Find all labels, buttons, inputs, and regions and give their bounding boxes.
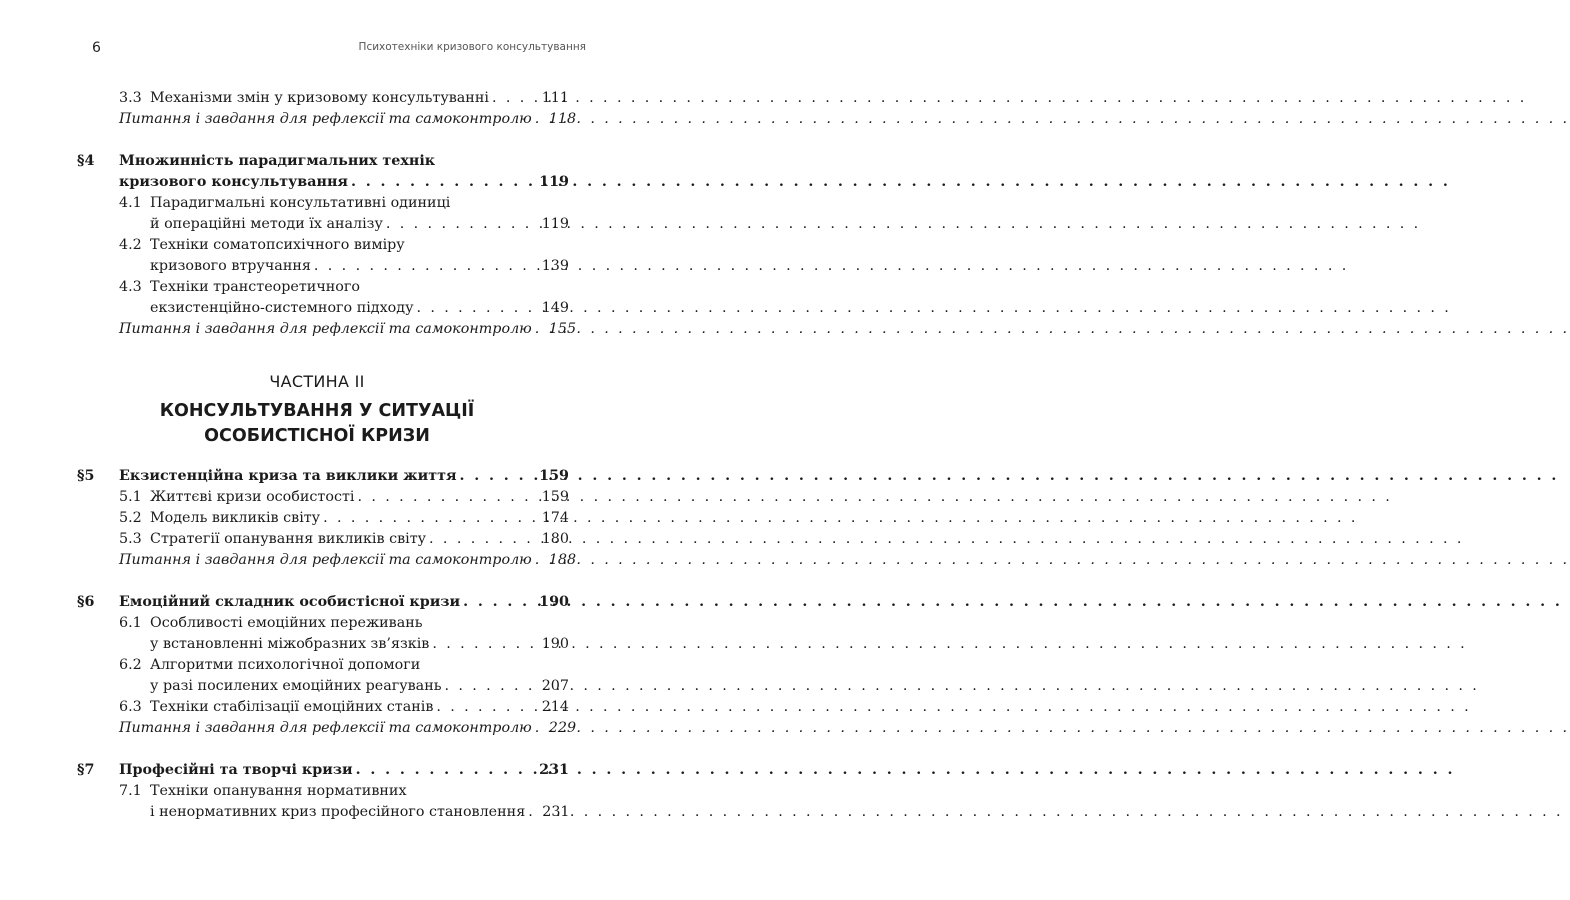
- toc-item-7-1[interactable]: [0, 780, 634, 802]
- section-number: §6: [77, 594, 95, 610]
- page-ref: 118: [548, 111, 577, 127]
- item-number: 4.1: [119, 195, 142, 211]
- toc-questions-s4[interactable]: [0, 318, 634, 340]
- page-ref: 149: [541, 300, 569, 316]
- toc-item-6-2[interactable]: [0, 654, 634, 676]
- item-title-line2: екзистенційно-системного підходу: [150, 300, 414, 316]
- section-number: §4: [77, 153, 95, 169]
- section-title: Професійні та творчі кризи: [119, 762, 353, 778]
- toc-item-3-3[interactable]: [0, 87, 634, 109]
- page-ref: 111: [541, 90, 569, 106]
- section-title: Емоційний складник особистісної кризи: [119, 594, 461, 610]
- dot-leader: [535, 717, 545, 739]
- toc-section-5[interactable]: [0, 465, 634, 487]
- item-title-line2: у встановленні міжобразних зв’язків: [150, 636, 430, 652]
- page-ref: 180: [541, 531, 569, 547]
- dot-leader: [386, 213, 538, 235]
- dot-leader: [417, 297, 538, 319]
- dot-leader: [463, 591, 535, 613]
- running-header: [0, 40, 634, 60]
- item-title: Питання і завдання для рефлексії та самоконтролю: [119, 111, 532, 127]
- item-title-line1: Особливості емоційних переживань: [150, 615, 423, 631]
- dot-leader: [535, 318, 545, 340]
- item-number: 5.3: [119, 531, 142, 547]
- item-title: Питання і завдання для рефлексії та самоконтролю: [119, 552, 532, 568]
- toc-item-4-2[interactable]: [0, 234, 634, 256]
- toc-section-4-cont[interactable]: [0, 171, 634, 193]
- toc-item-4-3-cont[interactable]: [0, 297, 634, 319]
- page-ref: 207: [541, 678, 569, 694]
- toc-item-6-1[interactable]: [0, 612, 634, 634]
- dot-leader: [314, 255, 538, 277]
- toc-item-7-1-cont[interactable]: [0, 801, 634, 823]
- item-title-line1: Техніки опанування нормативних: [150, 783, 407, 799]
- item-title: Життєві кризи особистості: [150, 489, 355, 505]
- section-title: Екзистенційна криза та виклики життя: [119, 468, 457, 484]
- item-number: 4.2: [119, 237, 142, 253]
- toc-item-5-2[interactable]: [0, 507, 634, 529]
- toc-item-5-3[interactable]: [0, 528, 634, 550]
- dot-leader: [445, 675, 538, 697]
- page-ref: 119: [541, 216, 569, 232]
- item-title-line2: кризового втручання: [150, 258, 311, 274]
- page-ref: 231: [542, 804, 570, 820]
- item-title: Питання і завдання для рефлексії та самоконтролю: [119, 720, 532, 736]
- page-ref: 214: [541, 699, 569, 715]
- dot-leader: [432, 633, 537, 655]
- toc-item-4-2-cont[interactable]: [0, 255, 634, 277]
- toc-questions-s3[interactable]: [0, 108, 634, 130]
- page-ref: 139: [541, 258, 569, 274]
- dot-leader: [528, 801, 538, 823]
- item-number: 7.1: [119, 783, 142, 799]
- item-title: Стратегії опанування викликів світу: [150, 531, 427, 547]
- item-title: Питання і завдання для рефлексії та самоконтролю: [119, 321, 532, 337]
- item-title-line1: Алгоритми психологічної допомоги: [150, 657, 421, 673]
- dot-leader: [357, 486, 537, 508]
- dot-leader: [436, 696, 537, 718]
- item-number: 5.1: [119, 489, 142, 505]
- section-number: §5: [77, 468, 95, 484]
- toc-item-6-3[interactable]: [0, 696, 634, 718]
- item-title-line1: Парадигмальні консультативні одиниці: [150, 195, 451, 211]
- part-title-line2: ОСОБИСТІСНОЇ КРИЗИ: [204, 426, 430, 446]
- toc-item-5-1[interactable]: [0, 486, 634, 508]
- page-ref: 190: [541, 636, 569, 652]
- toc-item-6-1-cont[interactable]: [0, 633, 634, 655]
- item-number: 5.2: [119, 510, 142, 526]
- page-ref: 229: [548, 720, 577, 736]
- dot-leader: [460, 465, 536, 487]
- part-label: ЧАСТИНА ІІ: [269, 372, 365, 391]
- dot-leader: [492, 87, 538, 109]
- dot-leader: [535, 549, 545, 571]
- page-ref: 188: [548, 552, 577, 568]
- section-number: §7: [77, 762, 95, 778]
- item-title-line2: і ненормативних криз професійного становлення: [150, 804, 526, 820]
- dot-leader: [429, 528, 538, 550]
- section-title-line1: Множинність парадигмальних технік: [119, 153, 436, 169]
- item-number: 4.3: [119, 279, 142, 295]
- page-ref: 119: [539, 174, 569, 190]
- toc-section-6[interactable]: [0, 591, 634, 613]
- page-ref: 174: [541, 510, 569, 526]
- page-number: 6: [92, 40, 101, 56]
- item-title: Механізми змін у кризовому консультуванні: [150, 90, 489, 106]
- running-title: Психотехніки кризового консультування: [358, 41, 586, 53]
- toc-item-4-1[interactable]: [0, 192, 634, 214]
- toc-item-4-3[interactable]: [0, 276, 634, 298]
- item-number: 3.3: [119, 90, 142, 106]
- item-title: Техніки стабілізації емоційних станів: [150, 699, 434, 715]
- item-title-line1: Техніки транстеоретичного: [150, 279, 361, 295]
- toc-section-7[interactable]: [0, 759, 634, 781]
- part-title-line1: КОНСУЛЬТУВАННЯ У СИТУАЦІЇ: [159, 401, 475, 421]
- page-ref: 231: [539, 762, 569, 778]
- item-number: 6.2: [119, 657, 142, 673]
- page-ref: 190: [539, 594, 569, 610]
- page-ref: 159: [539, 468, 569, 484]
- item-title-line2: й операційні методи їх аналізу: [150, 216, 383, 232]
- item-title: Модель викликів світу: [150, 510, 321, 526]
- item-title-line1: Техніки соматопсихічного виміру: [150, 237, 405, 253]
- dot-leader: [535, 108, 545, 130]
- toc-section-4[interactable]: [0, 150, 634, 172]
- page-ref: 155: [548, 321, 577, 337]
- item-number: 6.3: [119, 699, 142, 715]
- dot-leader: [351, 171, 535, 193]
- toc-questions-s5[interactable]: [0, 549, 634, 571]
- item-number: 6.1: [119, 615, 142, 631]
- dot-leader: [356, 759, 536, 781]
- section-title-line2: кризового консультування: [119, 174, 348, 190]
- page-ref: 159: [541, 489, 569, 505]
- toc-item-6-2-cont[interactable]: [0, 675, 634, 697]
- toc-item-4-1-cont[interactable]: [0, 213, 634, 235]
- dot-leader: [323, 507, 538, 529]
- toc-questions-s6[interactable]: [0, 717, 634, 739]
- item-title-line2: у разі посилених емоційних реагувань: [150, 678, 442, 694]
